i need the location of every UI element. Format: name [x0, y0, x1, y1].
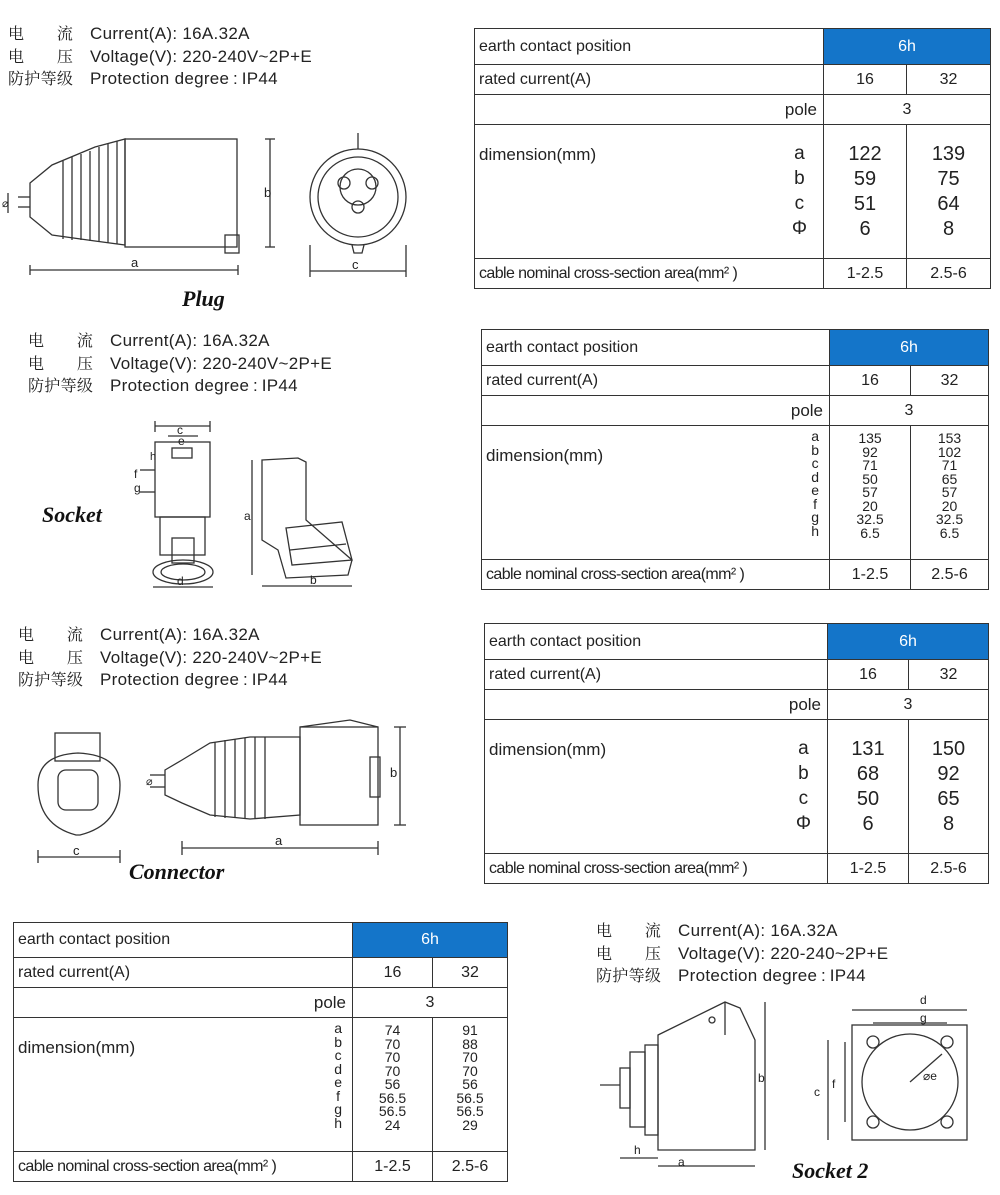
dim-letter: a: [798, 738, 809, 759]
dim-letter: a: [334, 1020, 342, 1036]
dim-value: 20: [941, 497, 958, 514]
connector-diagram: [10, 715, 430, 870]
pole-value: 3: [824, 95, 991, 125]
dim-letter: g: [811, 509, 819, 525]
current-cn-label: 电 流: [596, 921, 662, 940]
pole-value: 3: [830, 396, 989, 426]
dim-value: 139: [931, 142, 966, 165]
socket2-dim-f: f: [832, 1077, 836, 1091]
rated-label: rated current(A): [485, 660, 828, 690]
dimension-label: dimension(mm): [489, 740, 607, 759]
dim-value: 50: [856, 787, 880, 810]
dim-value: 70: [462, 1049, 478, 1065]
dim-value: 51: [853, 192, 877, 215]
dim-letter: c: [334, 1047, 342, 1063]
dim-value: 56.5: [378, 1089, 407, 1106]
dim-value: 8: [942, 217, 955, 240]
plug-dim-a: a: [131, 255, 139, 270]
cable-16: 1-2.5: [824, 259, 907, 289]
dim-letter: b: [798, 763, 809, 784]
connector-spec-block: [18, 624, 322, 692]
socket-caption: Socket: [42, 502, 102, 527]
current-cn-label: 电 流: [18, 625, 84, 644]
dimension-cell: [14, 1018, 353, 1152]
voltage-cn-label: 电 压: [596, 943, 662, 963]
dim-value: 71: [862, 457, 878, 473]
dim-letter: e: [334, 1074, 342, 1090]
socket2-table: [13, 922, 508, 1182]
dimension-label: dimension(mm): [486, 446, 604, 465]
socket2-dim-h: h: [634, 1143, 641, 1157]
cable-32: 2.5-6: [433, 1152, 508, 1182]
earth-label: earth contact position: [482, 330, 830, 366]
dim-value: 56.5: [456, 1089, 484, 1106]
socket2-dim-g: g: [920, 1011, 927, 1025]
dimension-cell: [475, 125, 824, 259]
dim-value: 8: [942, 812, 955, 835]
dim-value: 56: [462, 1076, 478, 1092]
socket2-spec-block: [596, 920, 888, 988]
rated-16: 16: [828, 660, 909, 690]
pole-label: pole: [485, 690, 828, 720]
cable-16: 1-2.5: [353, 1152, 433, 1182]
dim-value: 6.5: [860, 524, 880, 541]
dim-letter: a: [794, 143, 805, 164]
earth-value: 6h: [824, 29, 991, 65]
dim-value: 70: [384, 1062, 401, 1079]
dim-letter: Φ: [795, 813, 811, 834]
dim-value: 57: [862, 484, 878, 500]
pole-value: 3: [353, 988, 508, 1018]
connector-dim-b: b: [390, 765, 398, 780]
protection-cn-label: 防护等级: [18, 670, 84, 689]
socket-table: [481, 329, 989, 590]
connector-caption: Connector: [129, 859, 225, 884]
cable-label: cable nominal cross-section area(mm² ): [485, 854, 828, 884]
socket-dim-f: f: [134, 467, 138, 481]
dim-value: 74: [384, 1022, 401, 1038]
current-spec: Current(A): 16A.32A: [110, 331, 270, 350]
cable-16: 1-2.5: [828, 854, 909, 884]
dim-letter: d: [334, 1060, 342, 1077]
socket2-caption: Socket 2: [792, 1158, 869, 1183]
earth-label: earth contact position: [475, 29, 824, 65]
socket-dim-c: c: [177, 423, 183, 437]
plug-caption: Plug: [182, 286, 225, 311]
plug-spec-block: [8, 23, 312, 91]
dim-letter: c: [798, 788, 809, 809]
dim-value: 24: [384, 1116, 401, 1133]
socket-dim-g: g: [134, 481, 141, 495]
protection-cn-label: 防护等级: [8, 69, 74, 88]
cable-32: 2.5-6: [911, 560, 989, 590]
earth-label: earth contact position: [14, 923, 353, 958]
dim-value: 57: [941, 484, 958, 500]
plug-diagram: [0, 125, 450, 290]
dim-letter: d: [811, 468, 819, 485]
plug-dim-phi: ⌀: [2, 198, 9, 210]
rated-32: 32: [909, 660, 989, 690]
dim-letter: h: [811, 522, 819, 539]
dim-value: 56: [384, 1076, 401, 1092]
socket2-dim-c: c: [814, 1085, 820, 1099]
dimension-label: dimension(mm): [18, 1038, 136, 1057]
socket2-dim-e: ⌀e: [923, 1069, 937, 1083]
current-cn-label: 电 流: [28, 331, 94, 350]
voltage-spec: Voltage(V): 220-240~2P+E: [678, 943, 889, 963]
voltage-spec: Voltage(V): 220-240V~2P+E: [110, 353, 333, 373]
protection-cn-label: 防护等级: [28, 376, 94, 395]
dim-value: 70: [462, 1062, 478, 1079]
dim-value: 20: [862, 497, 878, 514]
plug-dim-c: c: [352, 257, 359, 272]
voltage-cn-label: 电 压: [28, 353, 94, 373]
current-spec: Current(A): 16A.32A: [678, 921, 838, 940]
dim-letter: f: [336, 1087, 341, 1104]
socket-dim-d: d: [177, 574, 184, 588]
pole-value: 3: [828, 690, 989, 720]
dimension-cell: [485, 720, 828, 854]
socket2-dim-a: a: [678, 1155, 685, 1169]
rated-label: rated current(A): [475, 65, 824, 95]
pole-label: pole: [475, 95, 824, 125]
socket-dim-a: a: [244, 509, 251, 523]
socket2-dim-b: b: [758, 1071, 765, 1085]
plug-table: [474, 28, 991, 289]
socket-dim-h: h: [150, 451, 157, 463]
protection-spec: Protection degree : IP44: [100, 670, 288, 689]
earth-value: 6h: [830, 330, 989, 366]
dim-value: 122: [848, 142, 882, 165]
dim-letter: b: [811, 441, 819, 458]
dim-value: 91: [462, 1022, 478, 1038]
dim-value: 88: [462, 1035, 478, 1052]
dimension-cell: [482, 426, 830, 560]
dim-letter: h: [334, 1114, 342, 1131]
socket-dim-e: e: [178, 434, 185, 448]
protection-spec: Protection degree : IP44: [110, 376, 298, 395]
dim-value: 92: [862, 443, 878, 460]
dim-value: 56.5: [456, 1103, 484, 1119]
dim-value: 65: [937, 787, 960, 810]
dim-letter: e: [811, 482, 819, 498]
dim-value: 68: [856, 762, 880, 785]
dim-value: 131: [851, 737, 885, 760]
cable-label: cable nominal cross-section area(mm² ): [14, 1152, 353, 1182]
current-spec: Current(A): 16A.32A: [100, 625, 260, 644]
dimension-label: dimension(mm): [479, 145, 597, 164]
voltage-cn-label: 电 压: [18, 647, 84, 667]
socket-spec-block: [28, 330, 332, 398]
plug-dim-b: b: [264, 185, 272, 200]
connector-dim-phi: ⌀: [146, 776, 153, 788]
connector-table: [484, 623, 989, 884]
cable-16: 1-2.5: [830, 560, 911, 590]
rated-32: 32: [907, 65, 991, 95]
cable-label: cable nominal cross-section area(mm² ): [482, 560, 830, 590]
dim-letter: g: [334, 1101, 342, 1117]
current-spec: Current(A): 16A.32A: [90, 24, 250, 43]
socket2-dim-d: d: [920, 993, 927, 1007]
current-cn-label: 电 流: [8, 24, 74, 43]
earth-label: earth contact position: [485, 624, 828, 660]
dim-letter: b: [794, 168, 805, 189]
rated-label: rated current(A): [14, 958, 353, 988]
voltage-spec: Voltage(V): 220-240V~2P+E: [90, 46, 313, 66]
earth-value: 6h: [353, 923, 508, 958]
dim-value: 70: [384, 1049, 401, 1065]
dim-value: 59: [853, 167, 877, 190]
protection-spec: Protection degree : IP44: [678, 966, 866, 985]
rated-label: rated current(A): [482, 366, 830, 396]
voltage-spec: Voltage(V): 220-240V~2P+E: [100, 647, 323, 667]
socket-diagram: [120, 420, 380, 600]
cable-label: cable nominal cross-section area(mm² ): [475, 259, 824, 289]
rated-32: 32: [911, 366, 989, 396]
dim-value: 71: [941, 457, 958, 473]
connector-dim-a: a: [275, 833, 283, 848]
socket-dim-b: b: [310, 573, 317, 587]
pole-label: pole: [482, 396, 830, 426]
dim-letter: b: [334, 1033, 342, 1050]
rated-32: 32: [433, 958, 508, 988]
dim-value: 135: [858, 430, 882, 446]
dim-letter: f: [813, 495, 818, 512]
cable-32: 2.5-6: [907, 259, 991, 289]
dim-value: 29: [462, 1116, 478, 1133]
rated-16: 16: [830, 366, 911, 396]
dim-letter: Φ: [791, 218, 807, 239]
dim-value: 102: [937, 443, 962, 460]
voltage-cn-label: 电 压: [8, 46, 74, 66]
dim-value: 70: [384, 1035, 401, 1052]
dim-value: 64: [937, 192, 960, 215]
dim-letter: c: [811, 455, 819, 471]
rated-16: 16: [824, 65, 907, 95]
dim-value: 32.5: [856, 511, 884, 527]
dim-letter: c: [794, 193, 805, 214]
rated-16: 16: [353, 958, 433, 988]
dim-value: 6: [862, 812, 874, 835]
cable-32: 2.5-6: [909, 854, 989, 884]
dim-value: 6: [859, 217, 871, 240]
dim-value: 75: [937, 167, 960, 190]
dim-value: 150: [931, 737, 966, 760]
dim-value: 153: [937, 430, 962, 446]
earth-value: 6h: [828, 624, 989, 660]
connector-dim-c: c: [73, 843, 80, 858]
socket2-diagram: [590, 990, 990, 1170]
dim-value: 32.5: [935, 511, 964, 527]
dim-letter: a: [811, 428, 819, 444]
dim-value: 6.5: [939, 524, 960, 541]
protection-spec: Protection degree : IP44: [90, 69, 278, 88]
dim-value: 92: [937, 762, 960, 785]
dim-value: 50: [862, 470, 878, 487]
protection-cn-label: 防护等级: [596, 966, 662, 985]
dim-value: 56.5: [378, 1103, 407, 1119]
dim-value: 65: [941, 470, 958, 487]
pole-label: pole: [14, 988, 353, 1018]
